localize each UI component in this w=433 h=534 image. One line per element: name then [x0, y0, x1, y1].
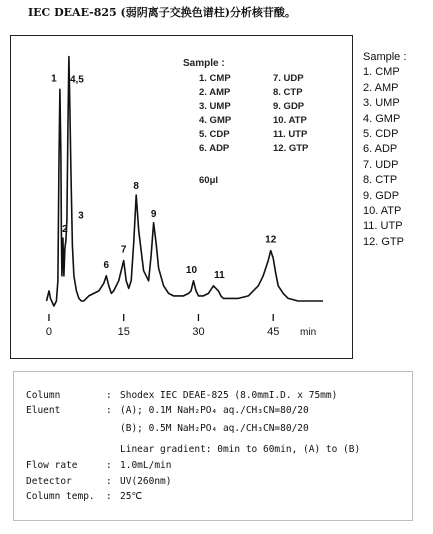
- chart-legend-item: 2. AMP: [199, 87, 231, 98]
- temp-label: Column temp.: [26, 491, 95, 502]
- condition-flow: [26, 460, 171, 471]
- chart-legend-item: 1. CMP: [199, 73, 231, 84]
- peak-label: 12: [265, 234, 277, 246]
- sample-legend-item: 12. GTP: [363, 235, 404, 248]
- condition-eluent-b: [120, 423, 309, 434]
- chart-legend-item: 7. UDP: [273, 73, 304, 84]
- condition-detector: [26, 476, 171, 487]
- flow-value: 1.0mL/min: [120, 460, 172, 471]
- colon: :: [106, 405, 112, 416]
- eluent-b-value: (B); 0.5M NaH₂PO₄ aq./CH₃CN=80/20: [120, 423, 309, 434]
- chart-legend-item: 8. CTP: [273, 87, 303, 98]
- sample-legend-item: 5. CDP: [363, 128, 399, 141]
- sample-legend-item: 6. ADP: [363, 143, 398, 156]
- x-tick-label: 45: [267, 326, 280, 338]
- chart-legend-item: 12. GTP: [273, 143, 309, 154]
- chart-legend-item: 4. GMP: [199, 115, 232, 126]
- colon: :: [106, 476, 112, 487]
- colon: :: [106, 460, 112, 471]
- peak-label: 9: [150, 208, 157, 220]
- detector-label: Detector: [26, 476, 72, 487]
- chart-legend-item: 3. UMP: [199, 101, 231, 112]
- peak-label: 7: [120, 244, 127, 256]
- colon: :: [106, 491, 112, 502]
- sample-legend-item: 10. ATP: [363, 205, 402, 218]
- gradient-value: Linear gradient: 0min to 60min, (A) to (B): [120, 444, 361, 455]
- peak-label: 10: [185, 264, 198, 276]
- peak-label: 11: [214, 269, 225, 281]
- sample-legend-item: 9. GDP: [363, 189, 400, 202]
- sample-legend-item: 2. AMP: [363, 81, 399, 94]
- temp-value: 25℃: [120, 491, 143, 502]
- peak-label: 1: [51, 73, 57, 85]
- detector-value: UV(260nm): [120, 476, 172, 487]
- sample-legend-item: 4. GMP: [363, 112, 401, 125]
- sample-legend: [363, 50, 406, 250]
- eluent-label: Eluent: [26, 405, 61, 416]
- peak-label: 6: [103, 259, 110, 271]
- chromatogram-frame: [10, 35, 353, 359]
- peak-label: 8: [133, 181, 139, 193]
- condition-gradient: [120, 444, 360, 455]
- flow-label: Flow rate: [26, 460, 78, 471]
- chart-legend-item: 9. GDP: [273, 101, 305, 112]
- sample-legend-item: 8. CTP: [363, 174, 398, 187]
- x-tick-label: 0: [45, 326, 53, 338]
- sample-legend-item: 7. UDP: [363, 158, 399, 171]
- chart-legend-item: 5. CDP: [199, 129, 230, 140]
- x-tick-label: 30: [192, 326, 205, 338]
- chart-legend-title: Sample :: [183, 58, 225, 69]
- chromatogram-chart: [11, 36, 353, 359]
- eluent-a-value: (A); 0.1M NaH₂PO₄ aq./CH₃CN=80/20: [120, 405, 309, 416]
- x-tick-label: 15: [117, 326, 130, 338]
- injection-volume: 60μl: [199, 175, 219, 186]
- column-label: Column: [26, 390, 61, 401]
- x-axis-label: min: [300, 327, 317, 338]
- page-title: IEC DEAE-825 (弱阴离子交换色谱柱)分析核苷酸。: [28, 6, 296, 19]
- column-value: Shodex IEC DEAE-825 (8.0mmI.D. x 75mm): [120, 390, 338, 401]
- sample-legend-item: 1. CMP: [363, 66, 400, 79]
- condition-eluent: [26, 405, 309, 416]
- sample-legend-item: 3. UMP: [363, 97, 400, 110]
- peak-label: 2: [62, 223, 68, 235]
- chart-legend-item: 10. ATP: [273, 115, 307, 126]
- peak-label: 4,5: [69, 74, 84, 86]
- chart-legend-item: 6. ADP: [199, 143, 230, 154]
- chart-legend-item: 11. UTP: [273, 129, 308, 140]
- conditions-box: [13, 371, 413, 521]
- condition-column: [26, 390, 337, 401]
- colon: :: [106, 390, 112, 401]
- sample-legend-title: Sample :: [363, 51, 407, 63]
- condition-temp: [26, 491, 142, 502]
- sample-legend-item: 11. UTP: [363, 220, 403, 233]
- peak-label: 3: [78, 210, 84, 222]
